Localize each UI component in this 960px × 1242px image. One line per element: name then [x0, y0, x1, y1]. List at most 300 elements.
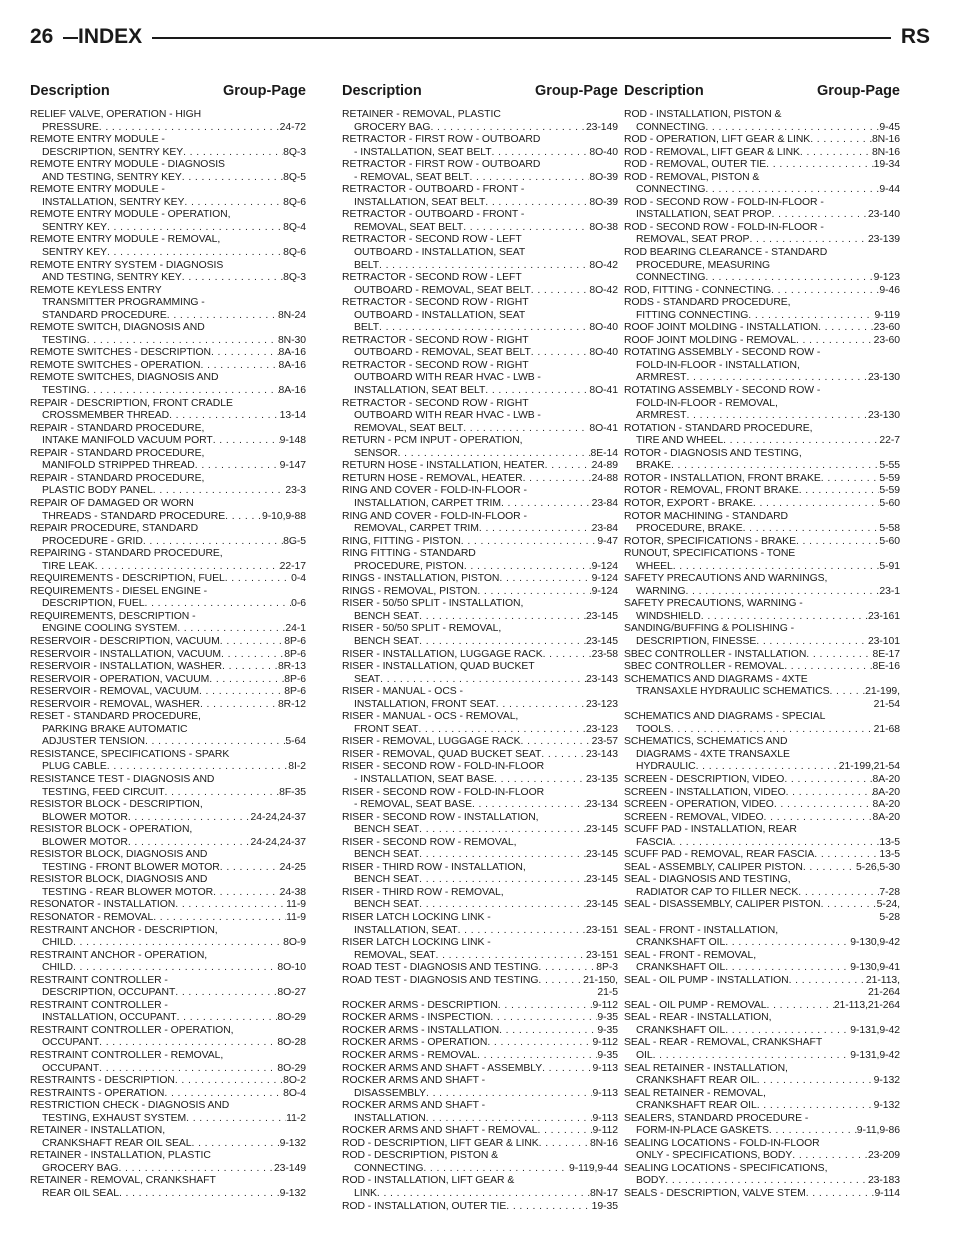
dot-leader [107, 761, 289, 774]
entry-text: RISER - MANUAL - OCS - [342, 686, 463, 698]
entry-line [30, 686, 306, 699]
dot-leader [725, 962, 850, 975]
entry-text: CRANKSHAFT REAR OIL [636, 1075, 757, 1087]
index-entry [30, 184, 306, 209]
dot-leader [169, 410, 280, 423]
entry-continuation-line [342, 498, 618, 511]
entry-text: REQUIREMENTS - DIESEL ENGINE - [30, 585, 208, 597]
dot-leader [458, 925, 586, 938]
group-page-ref: 5-60 [879, 497, 900, 509]
group-page-ref: 9-124 [591, 573, 618, 585]
entry-line [30, 611, 306, 624]
entry-continuation-line [30, 410, 306, 423]
dot-leader [153, 485, 286, 498]
index-entry [624, 1063, 900, 1088]
dot-leader [87, 335, 278, 348]
entry-continuation-line [624, 1050, 900, 1063]
index-entry [30, 360, 306, 373]
index-entry [624, 899, 900, 924]
group-page-ref: 8R-12 [277, 698, 306, 710]
entry-text: SEAL - ASSEMBLY, CALIPER PISTON [624, 861, 803, 873]
entry-text: RING FITTING - STANDARD [342, 548, 476, 560]
entry-line [30, 1075, 306, 1088]
index-entry [342, 623, 618, 648]
entry-line [342, 134, 618, 147]
entry-continuation-line [342, 310, 618, 323]
entry-text: ROD - INSTALLATION, OUTER TIE [342, 1200, 507, 1212]
entry-text: WINDSHIELD [636, 610, 701, 622]
entry-line [624, 473, 900, 486]
entry-continuation-line [30, 435, 306, 448]
entry-text: SCREEN - REMOVAL, VIDEO [624, 811, 764, 823]
entry-text: RODS - STANDARD PROCEDURE, [624, 297, 791, 309]
dot-leader [73, 937, 283, 950]
group-page-ref: 23-130 [867, 372, 900, 384]
entry-continuation-line [30, 761, 306, 774]
group-page-ref-continued: 5-28 [879, 912, 900, 923]
group-page-ref: 23-84 [591, 497, 618, 509]
entry-line [624, 774, 900, 787]
entry-text: BRAKE [636, 460, 671, 472]
group-page-ref: 8P-6 [284, 673, 306, 685]
entry-continuation-line [30, 511, 306, 524]
entry-text: RESERVOIR - REMOVAL, WASHER [30, 698, 200, 710]
entry-text: BENCH SEAT [354, 824, 420, 836]
dot-leader [199, 686, 284, 699]
index-entry [624, 799, 900, 812]
group-page-ref: 24-24,24-37 [250, 836, 306, 848]
index-entry [30, 686, 306, 699]
dot-leader [531, 347, 590, 360]
entry-text: RINGS - REMOVAL, PISTON [342, 585, 478, 597]
entry-continuation-line [342, 247, 618, 260]
entry-text: RESERVOIR - REMOVAL, VACUUM [30, 686, 199, 698]
group-page-ref: 8Q-6 [283, 196, 306, 208]
entry-text: REMOTE ENTRY MODULE - [30, 184, 165, 196]
group-page-ref: 23-123 [585, 698, 618, 710]
entry-line [624, 498, 900, 511]
entry-text: SEAL - REAR - INSTALLATION, [624, 1012, 772, 1024]
entry-text: - INSTALLATION, SEAT BASE [354, 773, 495, 785]
entry-text: CRANKSHAFT OIL [636, 962, 726, 974]
index-entry [30, 611, 306, 636]
entry-continuation-line [30, 1012, 306, 1025]
index-entry [342, 184, 618, 209]
entry-continuation-line [342, 122, 618, 135]
dot-leader [209, 674, 284, 687]
group-page-ref: 21-68 [873, 723, 900, 735]
group-page-ref: 23-151 [585, 924, 618, 936]
entry-text: REQUIREMENTS, DESCRIPTION - [30, 610, 196, 622]
entry-continuation-line [342, 385, 618, 398]
index-entry [342, 749, 618, 762]
entry-continuation-line [30, 536, 306, 549]
dot-leader [201, 360, 279, 373]
entry-line [342, 975, 618, 988]
entry-text: ROTOR - REMOVAL, FRONT BRAKE [624, 485, 799, 497]
entry-text: AND TESTING, SENTRY KEY [42, 171, 182, 183]
entry-text: INSTALLATION, CARPET TRIM [354, 497, 501, 509]
entry-text: RELIEF VALVE, OPERATION - HIGH [30, 109, 202, 120]
entry-line [342, 573, 618, 586]
entry-line [624, 1188, 900, 1201]
dot-leader [705, 122, 879, 135]
entry-continuation-line [342, 260, 618, 273]
index-entry [624, 774, 900, 787]
entry-line [624, 874, 900, 887]
group-page-ref: 8N-17 [589, 1188, 618, 1200]
dot-leader [220, 636, 285, 649]
entry-line [342, 1000, 618, 1013]
index-entry [624, 674, 900, 712]
entry-continuation-line [342, 611, 618, 624]
entry-text: SAFETY PRECAUTIONS, WARNING - [624, 598, 803, 610]
group-page-ref: 21-150, [583, 974, 618, 986]
index-entry [30, 573, 306, 586]
dot-leader [479, 523, 592, 536]
entry-line [624, 661, 900, 674]
index-entry [30, 1175, 306, 1200]
entry-continuation-line [624, 1175, 900, 1188]
entry-line [342, 686, 618, 699]
entry-line [342, 623, 618, 636]
entry-text: RETRACTOR - SECOND ROW - RIGHT [342, 397, 529, 409]
page-header [30, 22, 930, 52]
dot-leader [222, 661, 278, 674]
entry-text: REMOVAL, SEAT [354, 949, 436, 961]
index-entry [342, 435, 618, 460]
entry-text: REMOVAL, CARPET TRIM [354, 523, 479, 535]
entry-text: PROCEDURE, BRAKE [636, 523, 743, 535]
entry-line [342, 398, 618, 411]
group-page-ref: 9-124 [591, 585, 618, 597]
entry-text: CRANKSHAFT REAR OIL SEAL [42, 1137, 192, 1149]
entry-continuation-line [624, 1100, 900, 1113]
group-page-ref: 24-38 [279, 886, 306, 898]
entry-continuation-line [30, 1037, 306, 1050]
entry-line [30, 799, 306, 812]
entry-line [342, 360, 618, 373]
index-entry [624, 787, 900, 800]
index-entry [624, 485, 900, 498]
entry-line [30, 398, 306, 411]
entry-text: BENCH SEAT [354, 635, 420, 647]
group-page-ref: 23-145 [585, 849, 618, 861]
entry-text: ROOF JOINT MOLDING - INSTALLATION [624, 322, 819, 334]
column-header [624, 80, 900, 102]
index-entry [624, 925, 900, 950]
entry-text: SEAL RETAINER - REMOVAL, [624, 1087, 766, 1099]
group-page-ref: 8O-29 [277, 1062, 306, 1074]
entry-line [30, 1025, 306, 1038]
index-entry [624, 598, 900, 623]
entry-text: RETRACTOR - SECOND ROW - LEFT [342, 272, 522, 284]
index-entry [30, 1150, 306, 1175]
index-entry [342, 460, 618, 473]
index-entry [342, 159, 618, 184]
entry-text: TRANSMITTER PROGRAMMING - [42, 297, 205, 309]
entry-continuation-line [30, 962, 306, 975]
entry-text: RINGS - INSTALLATION, PISTON [342, 573, 500, 585]
entry-line [342, 749, 618, 762]
index-entry [342, 837, 618, 862]
dot-leader [774, 799, 873, 812]
entry-line [624, 1163, 900, 1176]
entry-text: RESISTOR BLOCK - DESCRIPTION, [30, 799, 203, 811]
group-page-ref: 9-131,9-42 [850, 1024, 900, 1036]
dot-leader [501, 498, 592, 511]
dot-leader [705, 272, 873, 285]
entry-text: ROD - REMOVAL, OUTER TIE [624, 159, 767, 171]
index-entry [30, 799, 306, 824]
entry-continuation-line [30, 623, 306, 636]
entry-text: OUTBOARD - INSTALLATION, SEAT [354, 247, 526, 259]
entry-line [342, 1075, 618, 1088]
index-entry [342, 234, 618, 272]
dot-leader [673, 837, 880, 850]
group-page-ref: 23-145 [585, 874, 618, 886]
dot-leader [398, 448, 591, 461]
entry-text: OCCUPANT [42, 1062, 100, 1074]
dot-leader [143, 536, 283, 549]
entry-text: TESTING, EXHAUST SYSTEM [42, 1112, 187, 1124]
index-entry [342, 1075, 618, 1100]
entry-continuation-line [624, 234, 900, 247]
entry-line [342, 536, 618, 549]
group-page-ref-continued: 21-264 [867, 987, 900, 999]
entry-text: RISER - INSTALLATION, QUAD BUCKET [342, 661, 535, 673]
index-entry [30, 950, 306, 975]
entry-text: ROD - SECOND ROW - FOLD-IN-FLOOR - [624, 196, 824, 208]
index-entry [624, 1088, 900, 1113]
group-page-ref: 8O-41 [589, 422, 618, 434]
dot-leader [221, 649, 284, 662]
dot-leader [789, 975, 866, 988]
entry-line [342, 159, 618, 172]
index-entry [624, 1138, 900, 1163]
dot-leader [377, 1188, 590, 1201]
entry-text: ROAD TEST - DIAGNOSIS AND TESTING [342, 962, 539, 974]
dot-leader [538, 962, 596, 975]
entry-text: ROCKER ARMS - DESCRIPTION [342, 999, 498, 1011]
index-entry [624, 147, 900, 160]
entry-line [30, 899, 306, 912]
entry-list [624, 109, 900, 1201]
index-entry [342, 711, 618, 736]
index-entry [342, 761, 618, 786]
entry-text: REMOTE ENTRY MODULE - DIAGNOSIS [30, 159, 225, 171]
entry-continuation-line [342, 322, 618, 335]
group-page-ref: 9-112 [592, 1037, 618, 1049]
entry-text: TESTING - FRONT BLOWER MOTOR [42, 861, 220, 873]
index-column-2 [342, 80, 618, 1213]
group-page-ref: 9-112 [592, 999, 618, 1011]
group-page-ref: 9-114 [874, 1188, 900, 1200]
group-page-ref: 9-147 [279, 460, 306, 472]
entry-line [624, 536, 900, 549]
group-page-ref: 23-143 [585, 748, 618, 760]
entry-text: ROCKER ARMS AND SHAFT - [342, 1100, 485, 1112]
entry-text: RISER - REMOVAL, LUGGAGE RACK [342, 736, 521, 748]
index-entry [30, 523, 306, 548]
dot-leader [792, 1150, 868, 1163]
dot-leader [545, 460, 592, 473]
entry-continuation-line [342, 925, 618, 938]
entry-line [342, 736, 618, 749]
dot-leader [419, 874, 586, 887]
group-page-ref: 9-45 [879, 121, 900, 133]
entry-text: INSTALLATION, SENTRY KEY [42, 196, 185, 208]
index-entry [624, 385, 900, 423]
index-entry [624, 448, 900, 473]
index-entry [30, 636, 306, 649]
entry-continuation-line [342, 774, 618, 787]
entry-continuation-line [342, 1113, 618, 1126]
group-page-ref: 24-72 [279, 121, 306, 133]
dot-leader [784, 774, 872, 787]
entry-text: PARKING BRAKE AUTOMATIC [42, 723, 188, 735]
entry-line [342, 1201, 618, 1214]
entry-line [624, 1012, 900, 1025]
entry-line [30, 159, 306, 172]
index-entry [30, 473, 306, 498]
dot-leader [167, 310, 278, 323]
dot-leader [829, 686, 865, 699]
entry-text: ENGINE COOLING SYSTEM [42, 623, 178, 635]
index-entry [342, 912, 618, 937]
entry-text: PLASTIC BODY PANEL [42, 485, 153, 497]
entry-continuation-line [30, 887, 306, 900]
entry-line [624, 1063, 900, 1076]
entry-line [30, 749, 306, 762]
dot-leader [200, 699, 278, 712]
entry-text: CHILD [42, 937, 73, 949]
index-entry [624, 661, 900, 674]
dot-leader [379, 260, 589, 273]
entry-continuation-line [624, 410, 900, 423]
entry-text: SEAT [354, 673, 381, 685]
entry-continuation-line [342, 172, 618, 185]
entry-text: ROD - INSTALLATION, LIFT GEAR & [342, 1175, 515, 1187]
entry-text: RISER - 50/50 SPLIT - REMOVAL, [342, 623, 502, 635]
entry-text: BENCH SEAT [354, 874, 420, 886]
entry-text: RETRACTOR - OUTBOARD - FRONT - [342, 184, 525, 196]
dot-leader [723, 435, 879, 448]
index-entry [30, 234, 306, 259]
entry-continuation-line [30, 1063, 306, 1076]
entry-text: BENCH SEAT [354, 899, 420, 911]
entry-line [624, 322, 900, 335]
entry-text: ADJUSTER TENSION [42, 736, 145, 748]
entry-text: ROAD TEST - DIAGNOSIS AND TESTING [342, 974, 539, 986]
entry-continuation-line [342, 950, 618, 963]
group-page-ref: 13-5 [879, 836, 900, 848]
entry-continuation-line [624, 1025, 900, 1038]
dot-leader [818, 322, 874, 335]
dot-leader [538, 1125, 593, 1138]
entry-line [30, 774, 306, 787]
entry-text: FASCIA [636, 836, 673, 848]
entry-text: PLUG CABLE [42, 761, 107, 773]
entry-text: DESCRIPTION, OCCUPANT [42, 987, 176, 999]
group-page-ref: 9-35 [597, 1024, 618, 1036]
entry-line [30, 912, 306, 925]
dot-leader [426, 1113, 593, 1126]
entry-line [30, 372, 306, 385]
index-entry [342, 511, 618, 536]
entry-text: ROCKER ARMS - OPERATION [342, 1037, 488, 1049]
group-page-ref: 8Q-3 [283, 272, 306, 284]
group-page-ref: 9-123 [873, 272, 900, 284]
entry-text: WARNING [636, 585, 686, 597]
dot-leader [671, 460, 879, 473]
entry-line [624, 1138, 900, 1151]
index-entry [30, 159, 306, 184]
group-page-ref: 8Q-6 [283, 247, 306, 259]
index-entry [342, 937, 618, 962]
group-page-ref: 9-112 [592, 1125, 618, 1137]
index-entry [624, 711, 900, 736]
index-entry [624, 849, 900, 862]
entry-text: RETRACTOR - OUTBOARD - FRONT - [342, 209, 525, 221]
entry-text: SEAL - OIL PUMP - INSTALLATION [624, 974, 789, 986]
entry-text: SEAL - DIAGNOSIS AND TESTING, [624, 874, 791, 886]
entry-text: RESTRICTION CHECK - DIAGNOSIS AND [30, 1100, 230, 1112]
group-page-ref: 8N-16 [871, 134, 900, 146]
dot-leader [757, 1100, 874, 1113]
entry-text: RADIATOR CAP TO FILLER NECK [636, 886, 799, 898]
dot-leader [99, 1063, 277, 1076]
group-page-ref: 8A-16 [278, 385, 306, 397]
dot-leader [496, 699, 586, 712]
entry-text: SCUFF PAD - INSTALLATION, REAR [624, 824, 797, 836]
dot-leader [490, 1012, 597, 1025]
entry-continuation-line [342, 372, 618, 385]
entry-continuation-line [342, 285, 618, 298]
dot-leader [506, 1201, 591, 1214]
entry-line [342, 661, 618, 674]
group-page-ref: 9-132 [873, 1100, 900, 1112]
entry-text: CRANKSHAFT OIL [636, 937, 726, 949]
index-entry [624, 285, 900, 298]
entry-continuation-line [624, 435, 900, 448]
entry-line [30, 636, 306, 649]
index-entry [342, 1050, 618, 1063]
entry-text: INSTALLATION, SEAT BELT [354, 196, 486, 208]
index-column-1 [30, 80, 306, 1201]
dot-leader [182, 272, 283, 285]
entry-continuation-line [624, 561, 900, 574]
entry-text: INSTALLATION, SEAT [354, 924, 458, 936]
entry-line [342, 962, 618, 975]
entry-continuation-line [30, 862, 306, 875]
description-heading: Description [30, 83, 110, 99]
index-entry [342, 586, 618, 599]
entry-text: RESTRAINT CONTROLLER - [30, 974, 168, 986]
group-page-ref: 0-6 [291, 598, 306, 610]
entry-continuation-line [624, 1150, 900, 1163]
index-entry [624, 812, 900, 825]
index-entry [342, 335, 618, 360]
entry-text: ROTOR MACHINING - STANDARD [624, 510, 788, 522]
entry-line [342, 272, 618, 285]
group-page-ref: 9-130,9-41 [850, 962, 900, 974]
group-page-heading: Group-Page [223, 83, 306, 99]
index-entry [342, 1138, 618, 1151]
group-page-ref: 9-11,9-86 [856, 1125, 900, 1137]
dot-leader [796, 536, 879, 549]
entry-text: ONLY - SPECIFICATIONS, BODY [636, 1150, 793, 1162]
